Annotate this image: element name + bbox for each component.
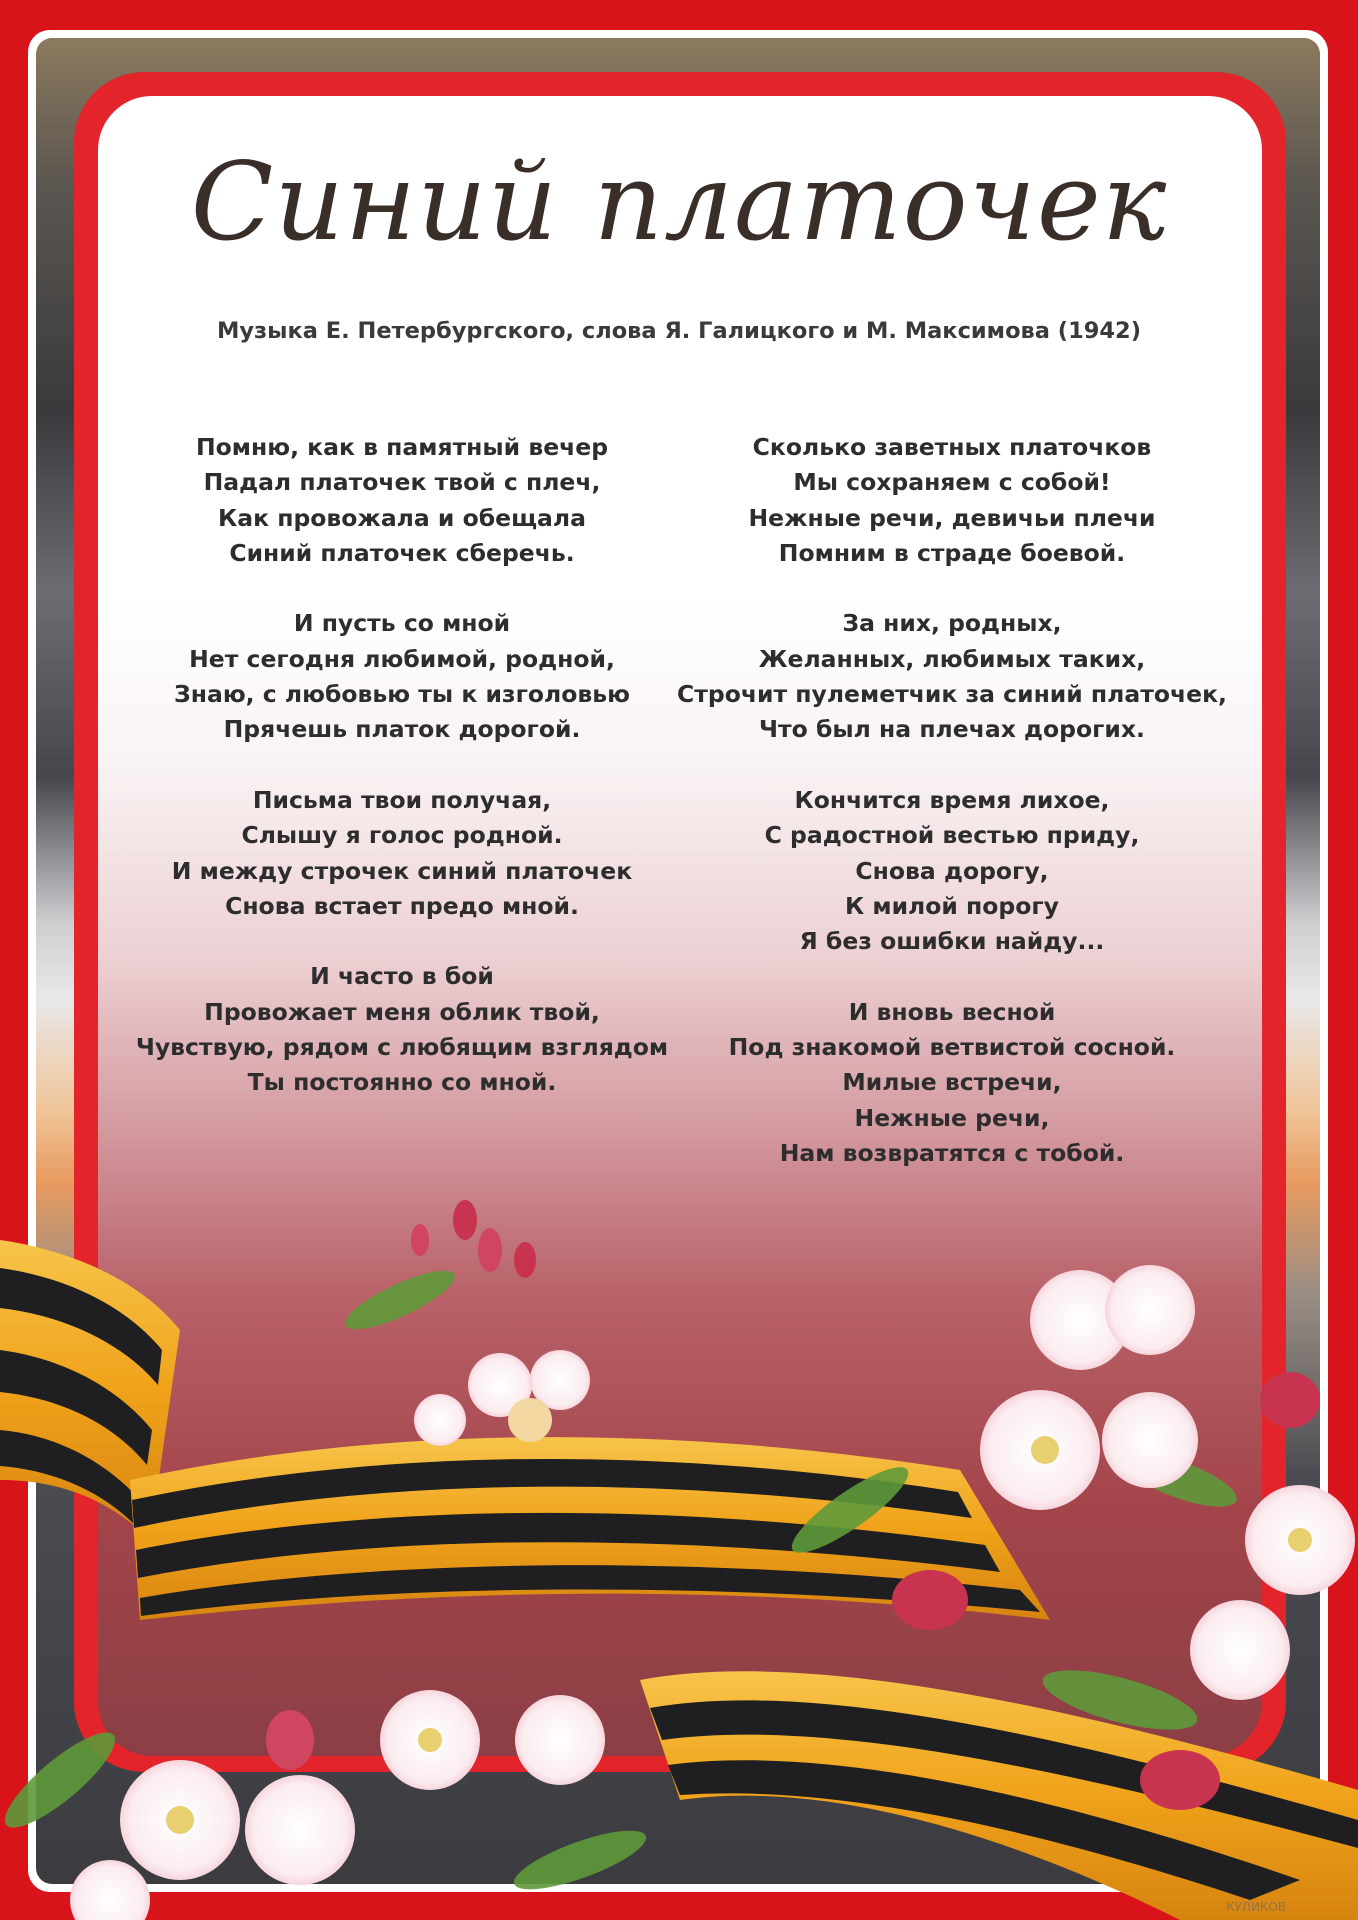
lyrics-right-column [672,430,1232,1207]
lyric-line: К милой порогу [844,891,1059,920]
lyric-line: Кончится время лихое, [794,785,1110,814]
lyric-line: Провожает меня облик твой, [204,997,600,1026]
stanza [122,606,682,747]
lyric-line: Слышу я голос родной. [241,821,563,850]
lyric-line: Милые встречи, [842,1068,1062,1097]
lyric-line: Синий платочек сберечь. [229,538,575,567]
stanza [672,606,1232,747]
lyric-line: Падал платочек твой с плеч, [203,468,601,497]
lyric-line: Под знакомой ветвистой сосной. [728,1033,1176,1062]
lyric-line: Снова встает предо мной. [225,891,579,920]
lyric-line: Знаю, с любовью ты к изголовью [174,680,630,709]
stanza [672,995,1232,1171]
lyric-line: И между строчек синий платочек [171,856,633,885]
lyric-line: И пусть со мной [293,609,511,638]
lyric-line: С радостной вестью приду, [764,821,1140,850]
apple-blossom-cluster-top [411,1200,590,1446]
stanza [672,430,1232,571]
lyric-line: Нежные речи, [854,1103,1050,1132]
song-title: Синий платочек [190,140,1168,265]
lyric-line: Желанных, любимых таких, [758,644,1146,673]
lyric-line: Помним в страде боевой. [778,538,1126,567]
lyric-line: Нам возвратятся с тобой. [779,1138,1125,1167]
stanza [122,959,682,1100]
stanza [122,430,682,571]
lyric-line: И вновь весной [848,997,1056,1026]
lyric-line: И часто в бой [310,962,494,991]
lyric-line: Я без ошибки найду... [799,927,1105,956]
lyric-line: Как провожала и обещала [218,503,586,532]
lyric-line: За них, родных, [842,609,1062,638]
stanza [122,783,682,924]
lyric-line: Снова дорогу, [855,856,1049,885]
lyric-line: Строчит пулеметчик за синий платочек, [677,680,1227,709]
lyric-line: Помню, как в памятный вечер [195,433,609,461]
lyric-line: Нет сегодня любимой, родной, [189,644,615,673]
lyric-line: Нежные речи, девичьи плечи [748,503,1156,532]
lyric-line: Сколько заветных платочков [752,433,1152,461]
lyrics-left-column [122,430,682,1136]
lyric-line: Мы сохраняем с собой! [793,468,1111,497]
song-credits: Музыка Е. Петербургского, слова Я. Галицкого и М. Максимова (1942) [217,318,1141,344]
ribbon-and-blossoms-decoration [0,1180,1358,1920]
lyric-line: Чувствую, рядом с любящим взглядом [135,1033,669,1062]
lyric-line: Прячешь платок дорогой. [223,715,581,744]
lyric-line: Ты постоянно со мной. [247,1068,557,1097]
stanza [672,783,1232,959]
lyric-line: Письма твои получая, [252,785,552,814]
lyric-line: Что был на плечах дорогих. [759,715,1145,744]
ribbon-lower-swoop [640,1671,1358,1920]
artist-signature: КУЛИКОВ [1225,1900,1286,1914]
